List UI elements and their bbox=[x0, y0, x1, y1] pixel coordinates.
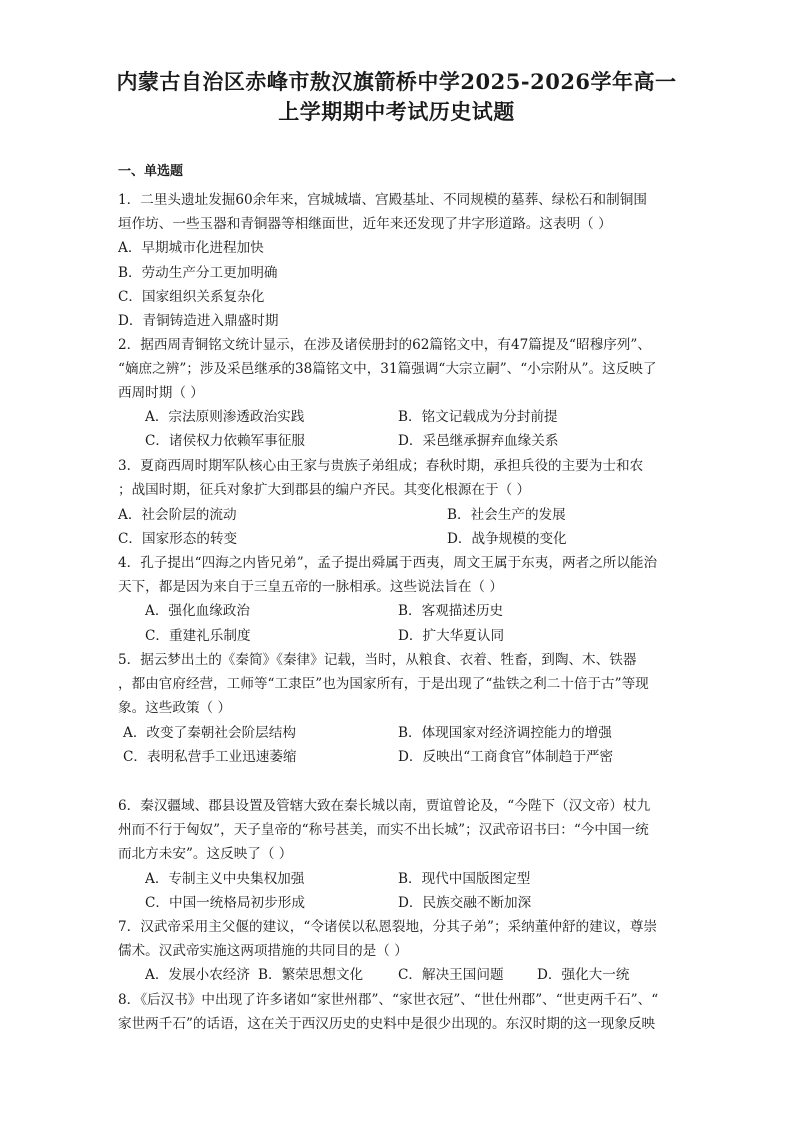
q3-option-a: A．社会阶层的流动 bbox=[118, 507, 237, 523]
q7-stem-line: 7．汉武帝采用主父偃的建议，“令诸侯以私恩裂地，分其子弟”；采纳董仲舒的建议，尊崇 bbox=[118, 919, 658, 935]
q3-option-d: D．战争规模的变化 bbox=[447, 531, 567, 547]
q5-option-a: A．改变了秦朝社会阶层结构 bbox=[123, 725, 296, 741]
q2-stem-line: “嫡庶之辨”；涉及采邑继承的38篇铭文中，31篇强调“大宗立嗣”、“小宗附从”。这反映了 bbox=[118, 361, 657, 377]
q1-stem-line: 1．二里头遗址发掘60余年来，宫城城墙、宫殿基址、不同规模的墓葬、绿松石和制铜围 bbox=[118, 192, 647, 208]
q5-stem-line: 5．据云梦出土的《秦简》《秦律》记载，当时，从粮食、衣着、牲畜，到陶、木、铁器 bbox=[118, 652, 637, 668]
q6-stem-line: 而北方未安”。这反映了（ ） bbox=[118, 846, 293, 862]
q6-stem-line: 6．秦汉疆域、郡县设置及管辖大致在秦长城以南，贾谊曾论及，“今陛下（汉文帝）杖九 bbox=[118, 798, 651, 814]
q1-option-c: C．国家组织关系复杂化 bbox=[118, 289, 265, 305]
q1-option-d: D．青铜铸造进入鼎盛时期 bbox=[118, 313, 279, 329]
q5-option-b: B．体现国家对经济调控能力的增强 bbox=[398, 725, 612, 741]
q4-stem-line: 天下，都是因为来自于三皇五帝的一脉相承。这些说法旨在（ ） bbox=[118, 579, 503, 595]
q4-option-c: C．重建礼乐制度 bbox=[145, 628, 251, 644]
q2-option-a: A．宗法原则渗透政治实践 bbox=[145, 409, 305, 425]
q8-stem-line: 家世两千石”的话语，这在关于西汉历史的史料中是很少出现的。东汉时期的这一现象反映 bbox=[118, 1016, 656, 1032]
q5-stem-line: 象。这些政策（ ） bbox=[118, 700, 232, 716]
q6-option-a: A．专制主义中央集权加强 bbox=[145, 871, 305, 887]
q1-stem-line: 垣作坊、一些玉器和青铜器等相继面世，近年来还发现了井字形道路。这表明（ ） bbox=[118, 216, 612, 232]
q7-option-d: D．强化大一统 bbox=[537, 967, 630, 983]
q1-option-a: A．早期城市化进程加快 bbox=[118, 240, 264, 256]
q1-option-b: B．劳动生产分工更加明确 bbox=[118, 265, 278, 281]
q7-stem-line: 儒术。汉武帝实施这两项措施的共同目的是（ ） bbox=[118, 943, 408, 959]
q3-option-b: B．社会生产的发展 bbox=[447, 507, 566, 523]
q7-option-c: C．解决王国问题 bbox=[398, 967, 504, 983]
q5-option-d: D．反映出“工商食官”体制趋于严密 bbox=[398, 749, 614, 765]
q7-option-b: B．繁荣思想文化 bbox=[258, 967, 364, 983]
q6-option-d: D．民族交融不断加深 bbox=[398, 895, 532, 911]
q5-option-c: C．表明私营手工业迅速萎缩 bbox=[123, 749, 297, 765]
q6-stem-line: 州而不行于匈奴”，天子皇帝的“称号甚美，而实不出长城”；汉武帝诏书曰：“今中国一统 bbox=[118, 822, 649, 838]
q4-option-d: D．扩大华夏认同 bbox=[398, 628, 505, 644]
doc-title-line-1: 内蒙古自治区赤峰市敖汉旗箭桥中学2025-2026学年高一 bbox=[116, 69, 677, 94]
q2-option-c: C．诸侯权力依赖军事征服 bbox=[145, 433, 305, 449]
q7-option-a: A．发展小农经济 bbox=[145, 967, 250, 983]
q3-stem-line: ；战国时期，征兵对象扩大到郡县的编户齐民。其变化根源在于（ ） bbox=[118, 482, 531, 498]
q4-option-a: A．强化血缘政治 bbox=[145, 603, 250, 619]
q2-stem-line: 2．据西周青铜铭文统计显示，在涉及诸侯册封的62篇铭文中，有47篇提及“昭穆序列”、 bbox=[118, 337, 651, 353]
q3-option-c: C．国家形态的转变 bbox=[118, 531, 238, 547]
doc-title-line-2: 上学期期中考试历史试题 bbox=[278, 99, 515, 124]
q4-stem-line: 4．孔子提出“四海之内皆兄弟”，孟子提出舜属于西夷，周文王属于东夷，两者之所以能治 bbox=[118, 555, 658, 571]
q2-option-b: B．铭文记载成为分封前提 bbox=[398, 409, 558, 425]
q5-stem-line: ，都由官府经营，工师等“工隶臣”也为国家所有，于是出现了“盐铁之利二十倍于古”等现 bbox=[118, 676, 649, 692]
q3-stem-line: 3．夏商西周时期军队核心由王家与贵族子弟组成；春秋时期，承担兵役的主要为士和农 bbox=[118, 458, 644, 474]
q2-stem-line: 西周时期（ ） bbox=[118, 385, 204, 401]
section-heading: 一、单选题 bbox=[118, 164, 184, 179]
q6-option-c: C．中国一统格局初步形成 bbox=[145, 895, 305, 911]
q4-option-b: B．客观描述历史 bbox=[398, 603, 504, 619]
q6-option-b: B．现代中国版图定型 bbox=[398, 871, 531, 887]
q8-stem-line: 8．《后汉书》中出现了许多诸如“家世州郡”、“家世衣冠”、“世仕州郡”、“世吏两千石”、“ bbox=[118, 992, 659, 1008]
q2-option-d: D．采邑继承摒弃血缘关系 bbox=[398, 433, 559, 449]
